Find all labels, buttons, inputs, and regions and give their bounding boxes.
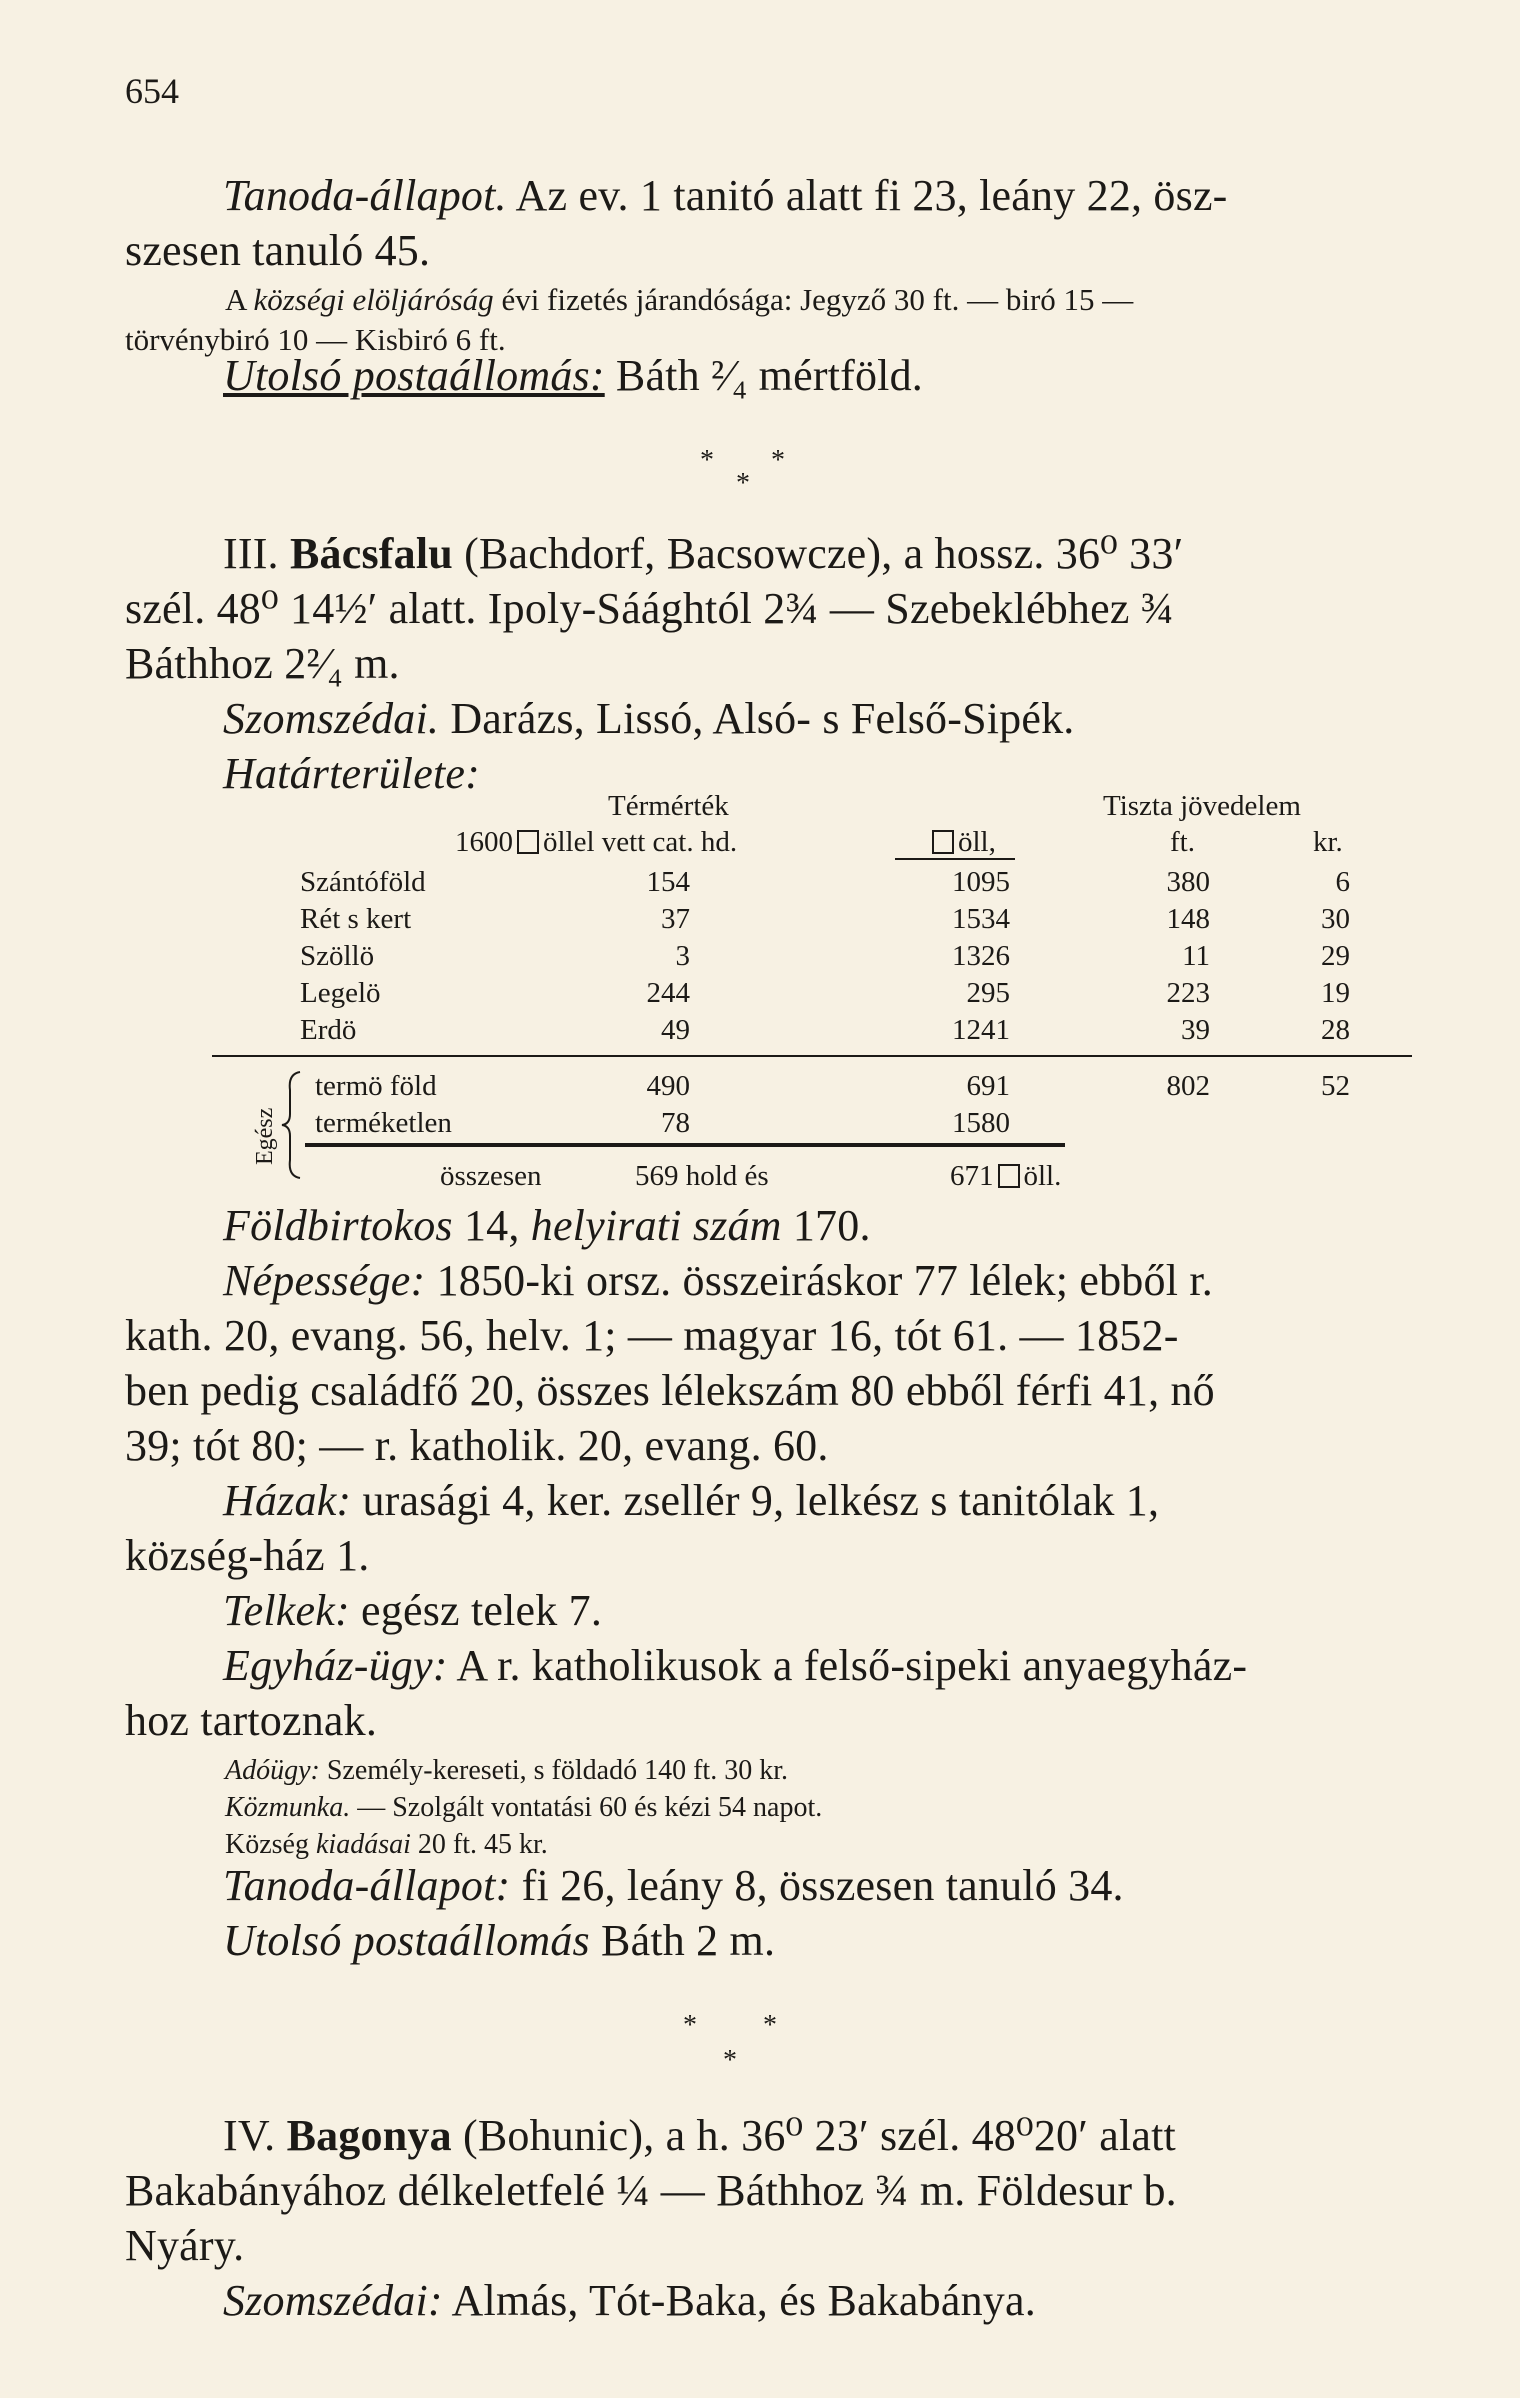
expenses-text: 20 ft. 45 kr.: [417, 1829, 548, 1860]
row-ol: 1326: [952, 940, 1010, 972]
owners-label-2: helyirati szám: [530, 1201, 782, 1250]
public-work-label: Közmunka.: [225, 1792, 351, 1823]
salary-prefix: A: [225, 282, 246, 317]
row-kr: 29: [1321, 940, 1350, 972]
row-name: termö föld: [315, 1070, 437, 1102]
village-heading-line-3: Nyáry.: [125, 2221, 245, 2270]
table-header-units: [455, 826, 737, 859]
tax-label: Adóügy:: [225, 1755, 320, 1786]
owners-line: [223, 1200, 871, 1251]
row-hold: 3: [675, 940, 690, 972]
row-hold: 78: [661, 1107, 690, 1139]
unit-rest: öllel vett cat. hd.: [543, 826, 738, 858]
row-hold: 37: [661, 903, 690, 935]
village-name: Bácsfalu: [289, 529, 453, 578]
village-heading-line-1: [223, 528, 1183, 579]
separator-star: *: [736, 468, 750, 499]
total-rule: [305, 1143, 1065, 1147]
table-rule: [212, 1055, 1412, 1057]
square-icon: [517, 830, 539, 854]
total-ol-unit: öll.: [1023, 1160, 1062, 1192]
church-line-1: [223, 1640, 1247, 1691]
village-heading-line-2: Bakabányához délkeletfelé ¼ — Báthhoz ¾ m. Földesur b.: [125, 2166, 1177, 2215]
separator-star: *: [723, 2045, 737, 2076]
neighbors-text: Almás, Tót-Baka, és Bakabánya.: [451, 2276, 1036, 2325]
square-icon: [932, 830, 954, 854]
post-label: Utolsó postaállomás: [223, 1916, 590, 1965]
salary-line-2: törvénybiró 10 — Kisbiró 6 ft.: [125, 322, 506, 357]
row-kr: 19: [1321, 977, 1350, 1009]
village-heading-line-2: szél. 48⁰ 14½′ alatt. Ipoly-Sáághtól 2¾ — Szebeklébhez ¾: [125, 584, 1174, 633]
row-name: Erdö: [300, 1014, 357, 1046]
church-label: Egyház-ügy:: [223, 1641, 448, 1690]
population-line-1: [223, 1255, 1213, 1306]
school-text: fi 26, leány 8, összesen tanuló 34.: [521, 1861, 1124, 1910]
school-line: [223, 1860, 1124, 1911]
table-header-ol: [928, 826, 996, 859]
area-label: Határterülete:: [223, 749, 480, 798]
population-line-3: ben pedig családfő 20, összes lélekszám 80 ebből férfi 41, nő: [125, 1366, 1215, 1415]
school-status-line-2: szesen tanuló 45.: [125, 226, 431, 275]
separator-star: *: [763, 2010, 777, 2041]
row-hold: 490: [646, 1070, 690, 1102]
page-number: 654: [125, 71, 179, 111]
tax-line: [225, 1755, 788, 1787]
village-coordinates: (Bohunic), a h. 36⁰ 23′ szél. 48⁰20′ alatt: [462, 2111, 1176, 2160]
row-name: Legelö: [300, 977, 381, 1009]
public-work-text: — Szolgált vontatási 60 és kézi 54 napot.: [357, 1792, 823, 1823]
village-coordinates: (Bachdorf, Bacsowcze), a hossz. 36⁰ 33′: [464, 529, 1184, 578]
row-ol: 1580: [952, 1107, 1010, 1139]
row-hold: 244: [646, 977, 690, 1009]
owners-label: Földbirtokos: [223, 1201, 453, 1250]
houses-label: Házak:: [223, 1476, 352, 1525]
side-label-text: Egész: [252, 1107, 278, 1165]
brace-icon: [280, 1070, 304, 1180]
neighbors-text: Darázs, Lissó, Alsó- s Felső-Sipék.: [450, 694, 1075, 743]
post-office-text: Báth ²⁄₄ mértföld.: [615, 351, 923, 400]
row-kr: 28: [1321, 1014, 1350, 1046]
population-line-4: 39; tót 80; — r. katholik. 20, evang. 60.: [125, 1421, 829, 1470]
row-ft: 802: [1166, 1070, 1210, 1102]
expenses-line: [225, 1829, 548, 1861]
unit-prefix: 1600: [455, 826, 513, 858]
church-line-2: hoz tartoznak.: [125, 1696, 378, 1745]
row-hold: 49: [661, 1014, 690, 1046]
post-line: [223, 1915, 775, 1966]
row-ol: 1241: [952, 1014, 1010, 1046]
table-header-income: Tiszta jövedelem: [1103, 790, 1301, 822]
neighbors-label: Szomszédai:: [223, 2276, 443, 2325]
post-office-label: Utolsó postaállomás:: [223, 351, 605, 400]
row-name: Szöllö: [300, 940, 375, 972]
plots-line: [223, 1585, 602, 1636]
school-status-label: Tanoda-állapot.: [223, 171, 507, 220]
village-heading-line-1: [223, 2110, 1176, 2161]
owners-text: 14,: [463, 1201, 520, 1250]
table-header-ft: ft.: [1170, 826, 1195, 858]
neighbors-line: [223, 2275, 1036, 2326]
total-hold: 569 hold és: [635, 1160, 769, 1192]
public-work-line: [225, 1792, 822, 1824]
village-heading-line-3: Báthhoz 2²⁄₄ m.: [125, 639, 400, 688]
salary-label: községi elöljáróság: [253, 282, 494, 317]
plots-label: Telkek:: [223, 1586, 350, 1635]
row-ol: 295: [966, 977, 1010, 1009]
row-hold: 154: [646, 866, 690, 898]
row-ft: 148: [1166, 903, 1210, 935]
expenses-label: kiadásai: [315, 1829, 411, 1860]
school-label: Tanoda-állapot:: [223, 1861, 511, 1910]
row-ol: 1095: [952, 866, 1010, 898]
tax-text: Személy-kereseti, s földadó 140 ft. 30 kr.: [326, 1755, 788, 1786]
village-number: III.: [223, 529, 279, 578]
population-line-2: kath. 20, evang. 56, helv. 1; — magyar 16, tót 61. — 1852-: [125, 1311, 1179, 1360]
church-text: A r. katholikusok a felső-sipeki anyaegyház-: [456, 1641, 1248, 1690]
total-label: összesen: [440, 1160, 542, 1192]
row-ol: 1534: [952, 903, 1010, 935]
plots-text: egész telek 7.: [361, 1586, 603, 1635]
population-text: 1850-ki orsz. összeiráskor 77 lélek; ebből r.: [436, 1256, 1213, 1305]
village-name: Bagonya: [286, 2111, 452, 2160]
school-status-text: Az ev. 1 tanitó alatt fi 23, leány 22, ösz-: [515, 171, 1228, 220]
houses-line-1: [223, 1475, 1159, 1526]
row-ft: 223: [1166, 977, 1210, 1009]
village-number: IV.: [223, 2111, 276, 2160]
salary-text: évi fizetés járandósága: Jegyző 30 ft. — biró 15 —: [501, 282, 1134, 317]
separator-star: *: [683, 2010, 697, 2041]
houses-line-2: község-ház 1.: [125, 1531, 370, 1580]
post-text: Báth 2 m.: [601, 1916, 776, 1965]
row-ft: 380: [1166, 866, 1210, 898]
separator-star: *: [771, 445, 785, 476]
total-ol: 671: [950, 1160, 994, 1192]
row-kr: 52: [1321, 1070, 1350, 1102]
salary-line-1: [225, 282, 1133, 318]
table-header-value: Térmérték: [608, 790, 729, 822]
square-icon: [998, 1164, 1020, 1188]
row-name: terméketlen: [315, 1107, 452, 1139]
row-name: Rét s kert: [300, 903, 412, 935]
neighbors-label: Szomszédai.: [223, 694, 440, 743]
row-ft: 39: [1181, 1014, 1210, 1046]
unit-ol: öll,: [958, 826, 996, 858]
owners-number: 170.: [792, 1201, 871, 1250]
table-header-kr: kr.: [1313, 826, 1343, 858]
post-office-line: [223, 350, 923, 401]
row-kr: 6: [1335, 866, 1350, 898]
header-underline: [895, 858, 1015, 860]
houses-text: urasági 4, ker. zsellér 9, lelkész s tanitólak 1,: [362, 1476, 1160, 1525]
neighbors-line: [223, 693, 1075, 744]
population-label: Népessége:: [223, 1256, 426, 1305]
row-name: Szántóföld: [300, 866, 426, 898]
school-status-line-1: [223, 170, 1228, 221]
row-ol: 691: [966, 1070, 1010, 1102]
expenses-prefix: Község: [225, 1829, 309, 1860]
row-ft: 11: [1182, 940, 1210, 972]
row-kr: 30: [1321, 903, 1350, 935]
separator-star: *: [700, 445, 714, 476]
